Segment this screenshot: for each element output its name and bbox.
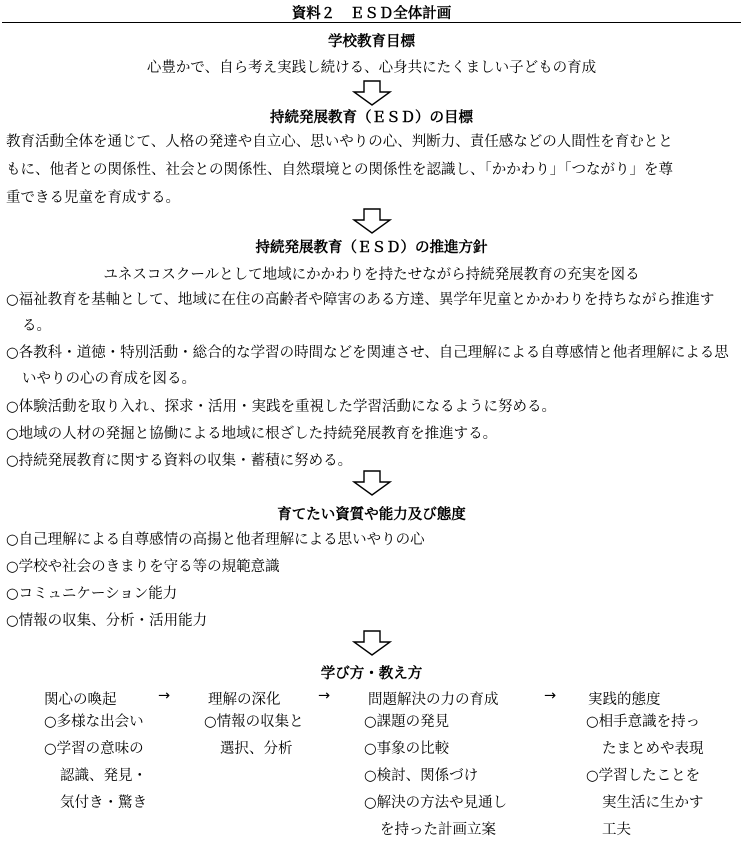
page-title: 資料２ ＥＳＤ全体計画 (291, 6, 452, 22)
method-entry: ○解決の方法や見通し (364, 795, 508, 811)
esd-goal-heading: 持続発展教育（ＥＳＤ）の目標 (270, 110, 473, 126)
method-col-1 (44, 709, 147, 817)
method-entry-cont: 工夫 (602, 822, 631, 838)
right-arrow-icon: → (318, 688, 331, 704)
esd-goal-line: もに、他者との関係性、社会との関係性、自然環境との関係性を認識し、「かかわり」「つながり」を尊 (6, 162, 673, 178)
policy-heading: 持続発展教育（ＥＳＤ）の推進方針 (255, 240, 488, 256)
method-col-4 (586, 709, 704, 844)
right-arrow-icon: → (544, 688, 557, 704)
down-arrow-icon (352, 630, 392, 656)
down-arrow-icon (352, 470, 392, 496)
method-entry: ○検討、関係づけ (364, 768, 479, 784)
down-arrow-icon (352, 208, 392, 234)
policy-item: ○福祉教育を基軸として、地域に在住の高齢者や障害のある方達、異学年児童とかかわりを持ちながら推進する。 (6, 292, 715, 334)
policy-item: ○各教科・道徳・特別活動・総合的な学習の時間などを関連させ、自己理解による自尊感情と他者理解による思いやりの心の育成を図る。 (6, 345, 729, 387)
method-entry-cont: 選択、分析 (220, 741, 293, 757)
method-entry-cont: たまとめや表現 (602, 741, 704, 757)
ability-item: ○学校や社会のきまりを守る等の規範意識 (6, 559, 280, 575)
method-entry-cont: 気付き・驚き (60, 795, 147, 811)
method-entry: ○学習したことを (586, 768, 701, 784)
method-col-title: 理解の深化 (208, 692, 281, 708)
method-entry: ○相手意識を持っ (586, 714, 701, 730)
method-entry: ○学習の意味の (44, 741, 144, 757)
esd-goal-line: 教育活動全体を通じて、人格の発達や自立心、思いやりの心、判断力、責任感などの人間性を育むとと (6, 134, 673, 150)
method-entry-cont: 実生活に生かす (602, 795, 704, 811)
down-arrow-icon (352, 80, 392, 106)
method-entry: ○多様な出会い (44, 714, 144, 730)
right-arrow-icon: → (158, 688, 171, 704)
ability-item: ○情報の収集、分析・活用能力 (6, 613, 208, 629)
top-divider (2, 22, 741, 23)
method-col-title: 関心の喚起 (44, 692, 117, 708)
methods-heading: 学び方・教え方 (320, 666, 423, 682)
method-entry-cont: 認識、発見・ (60, 768, 147, 784)
abilities-heading: 育てたい資質や能力及び態度 (277, 507, 466, 523)
ability-item: ○自己理解による自尊感情の高揚と他者理解による思いやりの心 (6, 532, 425, 548)
method-col-title: 実践的態度 (588, 692, 661, 708)
method-col-title: 問題解決の力の育成 (368, 692, 499, 708)
ability-item: ○コミュニケーション能力 (6, 586, 178, 602)
method-entry: ○事象の比較 (364, 741, 450, 757)
esd-goal-line: 重できる児童を育成する。 (6, 190, 180, 206)
policy-item: ○持続発展教育に関する資料の収集・蓄積に努める。 (6, 453, 353, 469)
esd-goal-text (6, 128, 740, 212)
method-entry-cont: を持った計画立案 (380, 822, 496, 838)
method-entry: ○情報の収集と (204, 714, 304, 730)
method-col-3 (364, 709, 507, 844)
school-goal-heading: 学校教育目標 (328, 34, 415, 50)
policy-subtitle: ユネスコスクールとして地域にかかわりを持たせながら持続発展教育の充実を図る (103, 267, 640, 283)
method-entry: ○課題の発見 (364, 714, 450, 730)
policy-item: ○地域の人材の発掘と協働による地域に根ざした持続発展教育を推進する。 (6, 426, 498, 442)
school-goal-text: 心豊かで、自ら考え実践し続ける、心身共にたくましい子どもの育成 (146, 60, 597, 76)
policy-item: ○体験活動を取り入れ、探求・活用・実践を重視した学習活動になるように努める。 (6, 399, 557, 415)
method-col-2 (204, 709, 304, 763)
